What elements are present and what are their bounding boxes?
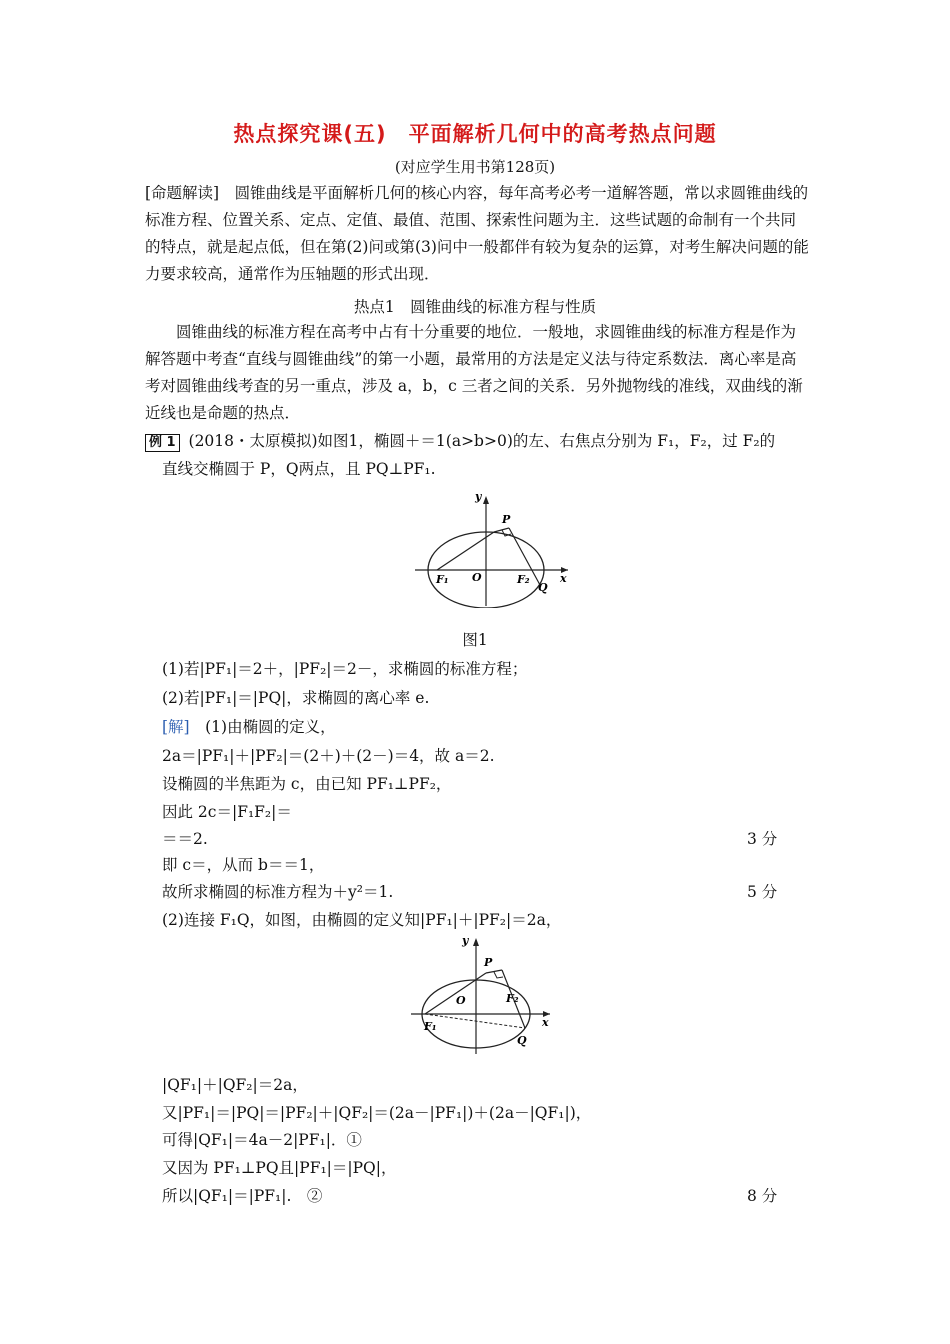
solution-line-4: 因此 2c＝|F₁F₂|＝	[162, 803, 292, 821]
section-heading: 热点1 圆锥曲线的标准方程与性质	[353, 298, 597, 316]
solution-line-7: 故所求椭圆的标准方程为＋y²＝1.	[162, 883, 394, 901]
solution-line-9: |QF₁|＋|QF₂|＝2a，	[162, 1076, 308, 1094]
solution-line-10: 又|PF₁|＝|PQ|＝|PF₂|＋|QF₂|＝(2a－|PF₁|)＋(2a－|QF₁|)，	[162, 1104, 592, 1122]
solution-line-13: 所以|QF₁|＝|PF₁|. ②	[162, 1187, 323, 1205]
figure-2-ellipse	[408, 934, 558, 1056]
solution-line-3: 设椭圆的半焦距为 c，由已知 PF₁⊥PF₂，	[162, 775, 452, 793]
page-title: 热点探究课(五) 平面解析几何中的高考热点问题	[233, 122, 717, 146]
example-text-1: (2018・太原模拟)如图1，椭圆＋＝1(a>b>0)的左、右焦点分别为 F₁，F₂，过 F₂的	[188, 432, 776, 450]
example-line-1	[145, 428, 810, 455]
fig2-x-label: x	[542, 1016, 549, 1029]
fig1-x-label: x	[560, 572, 567, 585]
solution-line-8: (2)连接 F₁Q，如图，由椭圆的定义知|PF₁|＋|PF₂|＝2a，	[162, 911, 562, 929]
fig2-f2-label: F₂	[506, 992, 519, 1005]
question-2: (2)若|PF₁|＝|PQ|，求椭圆的离心率 e.	[162, 689, 430, 707]
score-5: 5 分	[747, 883, 778, 901]
section-body: 圆锥曲线的标准方程在高考中占有十分重要的地位．一般地，求圆锥曲线的标准方程是作为解答题中考查“直线与圆锥曲线”的第一小题，最常用的方法是定义法与待定系数法．离心率是高考对圆锥曲线考查的另一重点，涉及 a，b，c 三者之间的关系．另外抛物线的准线，双曲线的渐近线也是命题的热点．	[145, 323, 803, 422]
fig1-p-label: P	[502, 513, 511, 526]
solution-line-2: 2a＝|PF₁|＋|PF₂|＝(2＋)＋(2－)＝4，故 a＝2.	[162, 747, 495, 765]
fig1-o-label: O	[472, 571, 482, 584]
solution-line-6: 即 c＝，从而 b＝＝1，	[162, 856, 325, 874]
figure-1-caption: 图1	[462, 631, 488, 649]
fig2-f1-label: F₁	[424, 1020, 437, 1033]
intro-paragraph: [命题解读] 圆锥曲线是平面解析几何的核心内容，每年高考必考一道解答题，常以求圆锥曲线的标准方程、位置关系、定点、定值、最值、范围、探索性问题为主．这些试题的命制有一个共同的特点，就是起点低，但在第(2)问或第(3)问中一般都伴有较为复杂的运算，对考生解决问题的能力要求较高，通常作为压轴题的形式出现．	[145, 184, 809, 283]
fig2-o-label: O	[456, 994, 466, 1007]
solution-line-12: 又因为 PF₁⊥PQ且|PF₁|＝|PQ|，	[162, 1159, 397, 1177]
question-1: (1)若|PF₁|＝2＋，|PF₂|＝2－，求椭圆的标准方程；	[162, 660, 528, 678]
fig1-q-label: Q	[538, 581, 548, 594]
fig2-q-label: Q	[517, 1034, 527, 1047]
fig1-f2-label: F₂	[517, 573, 530, 586]
fig2-y-label: y	[462, 934, 469, 947]
score-8: 8 分	[747, 1187, 778, 1205]
solution-label: [解]	[162, 718, 190, 736]
fig1-f1-label: F₁	[436, 573, 449, 586]
example-line-2: 直线交椭圆于 P，Q两点，且 PQ⊥PF₁.	[162, 460, 436, 478]
solution-line-11: 可得|QF₁|＝4a－2|PF₁|．①	[162, 1131, 362, 1149]
solution-line-5: ＝＝2.	[162, 830, 208, 848]
example-label: 例 1	[145, 434, 180, 452]
solution-line-1	[162, 715, 336, 737]
solution-text-1: (1)由椭圆的定义，	[189, 718, 336, 736]
fig2-p-label: P	[484, 956, 493, 969]
fig1-y-label: y	[475, 490, 482, 503]
book-reference: (对应学生用书第128页)	[394, 158, 556, 176]
score-3: 3 分	[747, 830, 778, 848]
figure-1-ellipse	[410, 488, 580, 608]
